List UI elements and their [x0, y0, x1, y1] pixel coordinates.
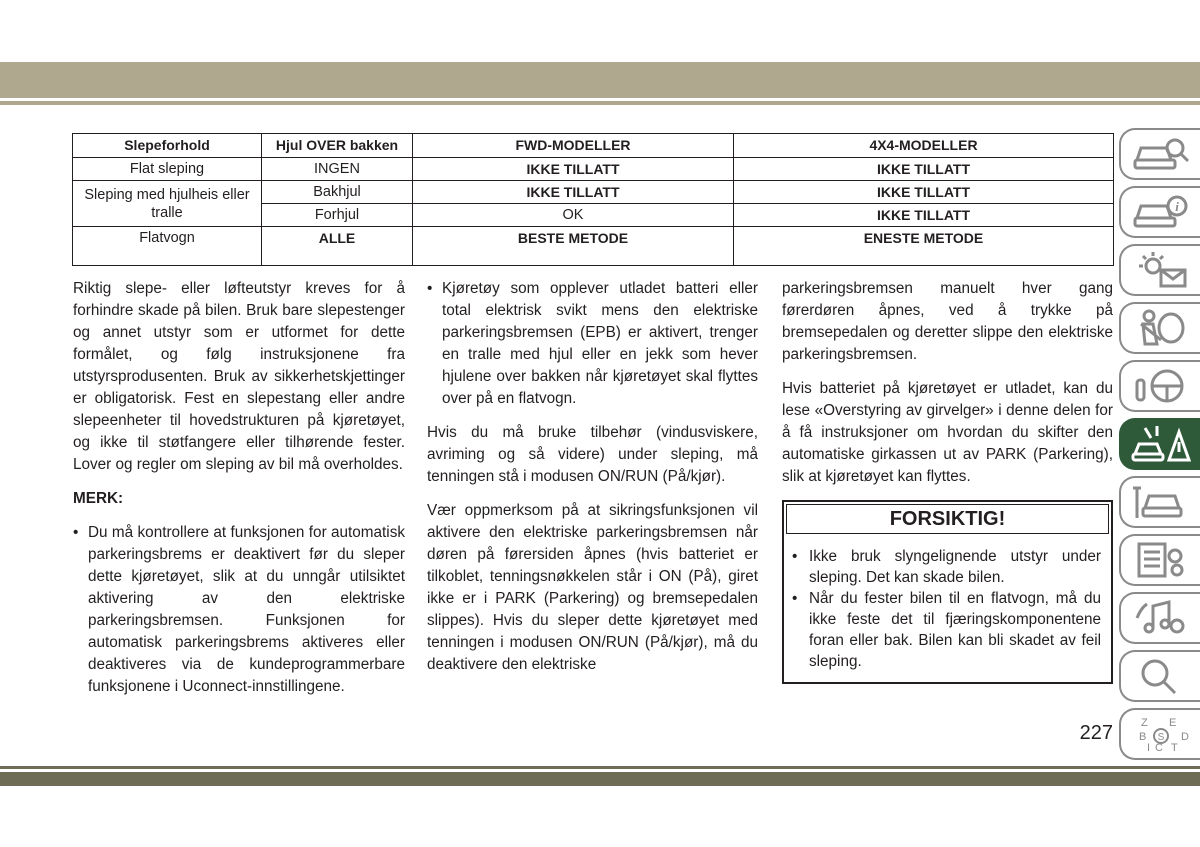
airbag-safety-icon	[1131, 308, 1191, 348]
tab-index[interactable]	[1119, 708, 1200, 760]
warning-lights-message-icon	[1131, 250, 1191, 290]
tab-emergency[interactable]	[1119, 418, 1200, 470]
bullet-item	[73, 522, 405, 698]
tab-technical-specs[interactable]	[1119, 534, 1200, 586]
bullet-text: Ikke bruk slyngelignende utstyr under sleping. Det kan skade bilen.	[809, 548, 1101, 586]
text-column-2	[427, 278, 758, 688]
tab-warning-lights[interactable]	[1119, 244, 1200, 296]
warning-body	[784, 536, 1111, 682]
svg-text:T: T	[1170, 742, 1178, 754]
footer-rule	[0, 766, 1200, 769]
bullet-item	[427, 278, 758, 410]
table-row	[73, 227, 1114, 266]
table-cell: IKKE TILLATT	[734, 181, 1114, 204]
bullet-text: Kjøretøy som opplever utladet batteri eller total elektrisk svikt mens den elektriske parkeringsbremsen (EPB) er aktivert, trenger en tralle med hjul eller en jekk som hever hjulene over bakken når kjøretøyet skal flyttes over på en flatvogn.	[442, 280, 758, 407]
table-cell: Bakhjul	[262, 181, 413, 204]
table-cell: INGEN	[262, 158, 413, 181]
table-header: Slepeforhold	[73, 134, 262, 158]
table-header: Hjul OVER bakken	[262, 134, 413, 158]
tab-starting-operating[interactable]	[1119, 360, 1200, 412]
page-number: 227	[1079, 722, 1113, 744]
svg-text:i: i	[1174, 199, 1179, 214]
car-info-icon	[1131, 192, 1191, 232]
table-cell: Flat sleping	[73, 158, 262, 181]
table-cell: ENESTE METODE	[734, 227, 1114, 266]
emergency-breakdown-icon	[1131, 424, 1191, 464]
svg-text:I: I	[1146, 742, 1150, 754]
tab-car-search[interactable]	[1119, 128, 1200, 180]
bullet-glyph: •	[427, 280, 433, 297]
table-header: FWD-MODELLER	[413, 134, 734, 158]
svg-text:C: C	[1154, 742, 1163, 754]
chapter-tabs	[1119, 128, 1200, 766]
text-column-3	[782, 278, 1113, 684]
bullet-item	[792, 588, 1101, 672]
multimedia-music-phone-icon	[1131, 598, 1191, 638]
paragraph: Vær oppmerksom på at sikringsfunksjonen vil aktivere den elektriske parkeringsbremsen når døren på førersiden åpnes (hvis batteriet er tilkoblet, tenningsnøkkelen står i ON (På), giret ikke er i PARK (Parkering) og bremsepedalen slippes). Hvis du sleper dette kjøretøyet med tenningen i modusen ON/RUN (På/kjør), må du deaktivere den elektriske	[427, 502, 758, 673]
bullet-glyph: •	[73, 524, 79, 541]
paragraph: Riktig slepe- eller løfteutstyr kreves for å forhindre skade på bilen. Bruk bare slepestenger og annet utstyr som er utformet for dette formålet, og følg instruksjonene fra utstyrsprodusenten. Bruk av sikkerhetskjettinger er obligatorisk. Fest en slepestang eller andre slepeenheter til hovedstrukturen på kjøretøyet, og ikke til støtfangere eller tilhørende fester. Lover og regler om sleping av bil må overholdes.	[73, 280, 405, 473]
table-cell: IKKE TILLATT	[413, 181, 734, 204]
table-header-row	[73, 134, 1114, 158]
table-cell: ALLE	[262, 227, 413, 266]
table-row	[73, 158, 1114, 181]
tab-multimedia[interactable]	[1119, 592, 1200, 644]
bullet-glyph: •	[792, 548, 798, 565]
car-search-icon	[1131, 134, 1191, 174]
paragraph: Hvis batteriet på kjøretøyet er utladet, kan du lese «Overstyring av girvelger» i denne delen for å få instruksjoner om hvordan du skifter den automatiske girkassen ut av PARK (Parkering), slik at kjøretøyet kan flyttes.	[782, 380, 1113, 485]
tab-search[interactable]	[1119, 650, 1200, 702]
table-cell: IKKE TILLATT	[413, 158, 734, 181]
svg-text:Z: Z	[1140, 717, 1148, 729]
bullet-item	[792, 546, 1101, 588]
table-cell: Flatvogn	[73, 227, 262, 266]
alphabet-index-icon	[1131, 714, 1191, 754]
search-index-icon	[1131, 656, 1191, 696]
svg-text:S: S	[1157, 732, 1164, 743]
table-header: 4X4-MODELLER	[734, 134, 1114, 158]
header-rule	[0, 101, 1200, 105]
settings-list-icon	[1131, 540, 1191, 580]
header-band	[0, 62, 1200, 98]
bullet-text: Du må kontrollere at funksjonen for automatisk parkeringsbrems er deaktivert før du sleper dette kjøretøyet, slik at du unngår utilsiktet aktivering av den elektriske parkeringsbremsen. Funksjonen for automatisk parkeringsbrems aktiveres eller deaktiveres via de kundeprogrammerbare funksjonene i Uconnect-innstillingene.	[88, 524, 405, 695]
bullet-text: Når du fester bilen til en flatvogn, må du ikke feste det til fjæringskomponentene foran eller bak. Bilen kan bli skadet av feil sleping.	[809, 590, 1101, 670]
svg-text:D: D	[1180, 731, 1189, 743]
towing-conditions-table	[72, 133, 1114, 266]
table-cell: OK	[413, 204, 734, 227]
svg-text:E: E	[1168, 717, 1176, 729]
steering-wheel-key-icon	[1131, 366, 1191, 406]
table-cell: IKKE TILLATT	[734, 204, 1114, 227]
table-cell: BESTE METODE	[413, 227, 734, 266]
table-cell: IKKE TILLATT	[734, 158, 1114, 181]
paragraph: Hvis du må bruke tilbehør (vindusviskere, avriming og så videre) under sleping, må tenningen stå i modusen ON/RUN (På/kjør).	[427, 424, 758, 485]
footer-band	[0, 772, 1200, 786]
warning-box	[782, 500, 1113, 684]
tab-servicing[interactable]	[1119, 476, 1200, 528]
tab-car-info[interactable]	[1119, 186, 1200, 238]
table-row	[73, 181, 1114, 204]
table-cell: Forhjul	[262, 204, 413, 227]
table-cell: Sleping med hjulheis eller tralle	[73, 181, 262, 227]
note-heading: MERK:	[73, 490, 124, 507]
bullet-glyph: •	[792, 590, 798, 607]
car-service-wrench-icon	[1131, 482, 1191, 522]
text-column-1	[73, 278, 405, 710]
paragraph: parkeringsbremsen manuelt hver gang førerdøren åpnes, ved å trykke på bremsepedalen og deretter slippe den elektriske parkeringsbremsen.	[782, 280, 1113, 363]
svg-text:B: B	[1138, 731, 1146, 743]
warning-title: FORSIKTIG!	[786, 504, 1109, 534]
tab-safety[interactable]	[1119, 302, 1200, 354]
